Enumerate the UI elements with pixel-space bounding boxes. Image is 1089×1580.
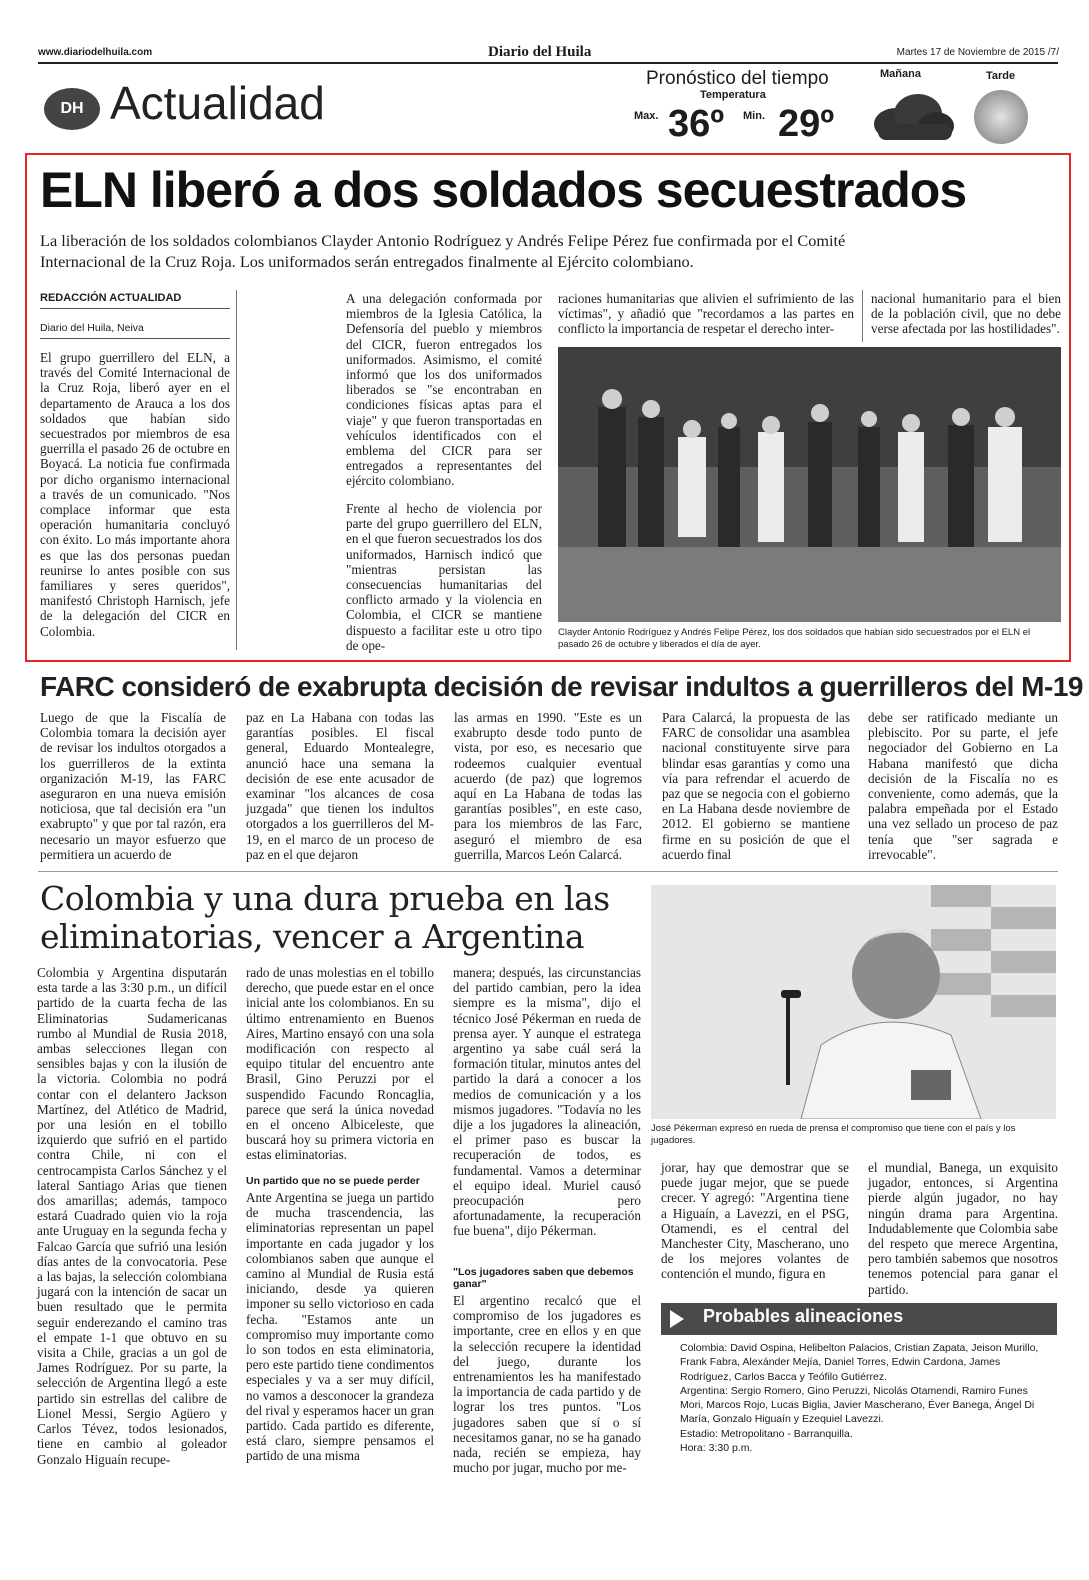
header-rule [38, 62, 1058, 64]
weather-temperature-label: Temperatura [700, 89, 766, 101]
article3-col2a: rado de unas molestias en el tobillo derecho, que puede estar en el once inicial ante los colombianos. En su último entrenamiento en Buenos Aires, Martino ensayó con una sola modificación con respecto al equipo titular del encuentro ante Brasil, Gino Peruzzi por el suspendido Facundo Roncaglia, parece que será la única novedad en el onceno Albiceleste, que buscará hoy su primera victoria en estas eliminatorias. [246, 965, 434, 1163]
section-title: Actualidad [110, 77, 325, 129]
article1-col4: nacional humanitario para el bien de la población civil, que no debe verse afectada por las hostilidades". [871, 291, 1061, 337]
weather-title: Pronóstico del tiempo [646, 68, 829, 89]
article1-deck: La liberación de los soldados colombianos Clayder Antonio Rodríguez y Andrés Felipe Pérez fue confirmada por el Comité Internacional de la Cruz Roja. Los uniformados serán entregados finalmente al Ejército colombiano. [40, 231, 846, 271]
article2-col1: Luego de que la Fiscalía de Colombia tomara la decisión ayer de revisar los indultos otorgados a los guerrilleros de la extinta organización M-19, las FARC aseguraron en una nueva emisión noticiosa, que tal decisión era "un exabrupto" y que por tal razón, era necesario un mayor esfuerzo que permitiera un acuerdo de [40, 710, 226, 862]
article1-headline: ELN liberó a dos soldados secuestrados [40, 162, 967, 218]
article1-photo-caption: Clayder Antonio Rodríguez y Andrés Felipe Pérez, los dos soldados que habían sido secuestrados por el ELN el pasado 26 de octubre y liberados el día de ayer. [558, 627, 1031, 650]
article1-kicker: REDACCIÓN ACTUALIDAD [40, 292, 182, 304]
lineups-body [680, 1341, 1050, 1455]
weather-min-label: Min. [743, 110, 765, 122]
article3-photo [651, 885, 1056, 1119]
article1-col2b: Frente al hecho de violencia por parte del grupo guerrillero del ELN, en el que fueron secuestrados los dos uniformados, Harnisch indicó que "mientras persistan las consecuencias humanitarias del conflicto armado y la violencia en Colombia, el CICR se mantiene dispuesto a facilitar este u otro tipo de ope- [346, 501, 542, 653]
article3-subhead1: Un partido que no se puede perder [246, 1175, 420, 1187]
lineup-argentina: Argentina: Sergio Romero, Gino Peruzzi, Nicolás Otamendi, Ramiro Funes Mori, Marcos Rojo, Lucas Biglia, Javier Mascherano, Éver Banega, Ángel Di María, Gonzalo Higuaín y Ezequiel Lavezzi. [680, 1384, 1035, 1426]
article1-photo [558, 347, 1061, 622]
lineup-colombia: Colombia: David Ospina, Helibelton Palacios, Cristian Zapata, Jeison Murillo, Frank Fabra, Alexánder Mejía, Daniel Torres, Edwin Cardona, James Rodríguez, Carlos Bacca y Teófilo Gutiérrez. [680, 1342, 1039, 1383]
article1-col1: El grupo guerrillero del ELN, a través del Comité Internacional de la Cruz Roja, liberó ayer en el departamento de Arauca a los dos soldados que habían sido secuestrados por miembros de esa guerrilla el pasado 26 de octubre en Boyacá. La noticia fue confirmada por dicho organismo internacional a través de un comunicado. "Nos complace informar que esta operación humanitaria concluyó con éxito. Lo más importante ahora es que las dos personas puedan reunirse lo antes posible con sus familiares y seres queridos", manifestó Christoph Harnisch, jefe de la delegación del CICR en Colombia. [40, 350, 230, 639]
arrow-icon [668, 1308, 686, 1330]
sun-icon [974, 90, 1028, 144]
site-url: www.diariodelhuila.com [38, 47, 153, 58]
article2-col5: debe ser ratificado mediante un plebiscito. Por su parte, el jefe negociador del Gobierno en La Habana manifestó que dicha decisión de la Fiscalía no es conveniente, como además, que la palabra empeñada por el Estado una vez sellado un proceso de paz tenía que "ser sagrada e irrevocable". [868, 710, 1058, 862]
paper-name: Diario del Huila [488, 44, 592, 60]
cloud-icon [866, 86, 956, 146]
article2-col2: paz en La Habana con todas las garantías posibles. El fiscal general, Eduardo Montealegre, anunció hace una semana la decisión de ese ente acusador de examinar "los alcances de cosa juzgada" que tienen los indultos otorgados a los guerrilleros del M-19, en el marco de un proceso de paz en el que dejaron [246, 710, 434, 862]
byline-rule [40, 338, 230, 339]
date-page: Martes 17 de Noviembre de 2015 /7/ [896, 47, 1059, 58]
column-divider [862, 290, 863, 342]
weather-afternoon-label: Tarde [986, 70, 1016, 82]
weather-max-label: Max. [634, 110, 659, 122]
article2-col4: Para Calarcá, la propuesta de las FARC de consolidar una asamblea nacional constituyente sirve para blindar esas garantías y como una vía para refrendar el acuerdo de paz que se negocia con el gobierno en La Habana desde noviembre de 2012. El gobierno se mantiene firme en su posición de que el acuerdo final [662, 710, 850, 862]
lineup-stadium: Estadio: Metropolitano - Barranquilla. [680, 1427, 853, 1440]
weather-min-value: 29º [778, 103, 835, 145]
article2-col3: las armas en 1990. "Este es un exabrupto desde todo punto de vista, por eso, es necesario que rodeemos cualquier eventual acuerdo (de paz) que logremos aquí en La Habana de todas las garantías posibles", en este caso, para los miembros de las Farc, aseguró el miembro de esa guerrilla, Marcos León Calarcá. [454, 710, 642, 862]
column-divider [236, 290, 237, 650]
article3-col4: jorar, hay que demostrar que se puede jugar mejor, que se puede crecer. Y agregó: "Argentina tiene a Higuaín, a Lavezzi, en el PSG, Otamendi, es el central del Manchester City, Mascherano, uno de los mejores volantes de contención el mundo, figura en [661, 1160, 849, 1282]
article3-subhead2: "Los jugadores saben que debemos ganar" [453, 1266, 634, 1290]
dh-logo: DH [44, 88, 100, 130]
article1-col3: raciones humanitarias que alivien el sufrimiento de las víctimas", y añadió que "recordamos a las partes en conflicto la importancia de respetar el derecho inter- [558, 291, 854, 337]
article1-byline: Diario del Huila, Neiva [40, 322, 144, 334]
article3-col5: el mundial, Banega, un exquisito jugador, entonces, si Argentina pierde algún jugador, no hay ningún drama para Argentina. Indudablemente que Colombia sabe del respeto que merece Argentina, pero también sabemos que nosotros tenemos potencial para ganar el partido. [868, 1160, 1058, 1297]
article3-headline: Colombia y una dura prueba en las eliminatorias, vencer a Argentina [40, 879, 610, 956]
lineup-time: Hora: 3:30 p.m. [680, 1442, 753, 1455]
lineups-title: Probables alineaciones [703, 1306, 904, 1326]
article3-photo-caption: José Pékerman expresó en rueda de prensa el compromiso que tiene con el país y los jugadores. [651, 1123, 1016, 1146]
section-divider [38, 871, 1058, 872]
article3-col2b: Ante Argentina se juega un partido de mucha trascendencia, las eliminatorias representan un papel importante en cada jugador y los colombianos saben que aunque el camino al Mundial de Rusia está iniciando, desde ya quieren imponer su sello victorioso en cada fecha. "Estamos ante un compromiso muy importante como lo son todos en esta eliminatoria, pero este partido tiene condimentos especiales y va a ser muy difícil, no vamos a desconocer la grandeza del rival y esperamos hacer un gran partido. Cada partido es diferente, está claro, siempre pensamos el partido de una misma [246, 1190, 434, 1464]
weather-max-value: 36º [668, 103, 725, 145]
article1-col2a: A una delegación conformada por miembros de la Iglesia Católica, la Defensoría del pueblo y miembros del CICR, fueron entregados los uniformados. Asimismo, el comité informó que los dos uniformados liberados se "se encontraban en condiciones físicas aptas para el viaje" y que fueron transportadas en vehículos identificados con el emblema del CICR para ser entregados a representantes del ejército colombiano. [346, 291, 542, 489]
weather-morning-label: Mañana [880, 68, 921, 80]
article3-col3a: manera; después, las circunstancias del partido cambian, pero la idea siempre es la misma", dijo el técnico José Pékerman en rueda de prensa ayer. Y aunque el estratega argentino ya sabe cuál será la formación titular, minutos antes del partido la dará a conocer a los medios de comunicación y a los mismos jugadores. "Todavía no les dije a los jugadores la alineación, el primer paso es buscar la recuperación de todos, es fundamental. Vamos a determinar el equipo ideal. Muriel causó preocupación pero afortunadamente, la recuperación fue buena", dijo Pékerman. [453, 965, 641, 1239]
article3-col3b: El argentino recalcó que el compromiso de los jugadores es importante, cree en ellos y en que la selección recupere la identidad del juego, durante los entrenamientos les ha manifestado la importancia de cada partido y de lograr los tres puntos. "Los jugadores saben que sí o sí necesitamos ganar, no se ha ganado nada, recién se empieza, hay mucho por jugar, mucho por me- [453, 1293, 641, 1476]
article3-col1: Colombia y Argentina disputarán esta tarde a las 3:30 p.m., un difícil partido de la cuarta fecha de las Eliminatorias Sudamericanas rumbo al Mundial de Rusia 2018, ambas selecciones llegan con sensibles bajas y con la ilusión de la victoria. Colombia no podrá contar con el delantero Jackson Martínez, del Atlético de Madrid, por una lesión en el tobillo izquierdo que sufrió en el partido contra Chile, ni con el centrocampista Carlos Sánchez y el lateral Santiago Arias que tienen dos amarillas; además, tampoco estará Cuadrado quien vio la roja ante Uruguay en la segunda fecha y Falcao García que sufrió una lesión días antes de la convocatoria. Pese a las bajas, la selección colombiana jugará con la intención de sacar un buen resultado que le permita seguir enderezando el camino tras el empate 1-1 que obtuvo en su visita a Chile, gracias a un gol de James Rodríguez. Por su parte, la selección de Argentina llegó a este partido sin estrellas del calibre de Lionel Messi, Sergio Agüero y Carlos Tévez, todos lesionados, tiene en cambio al goleador Gonzalo Higuaín recupe- [37, 965, 227, 1467]
kicker-rule [40, 308, 230, 309]
article2-headline: FARC consideró de exabrupta decisión de revisar indultos a guerrilleros del M-19 [40, 671, 1083, 702]
